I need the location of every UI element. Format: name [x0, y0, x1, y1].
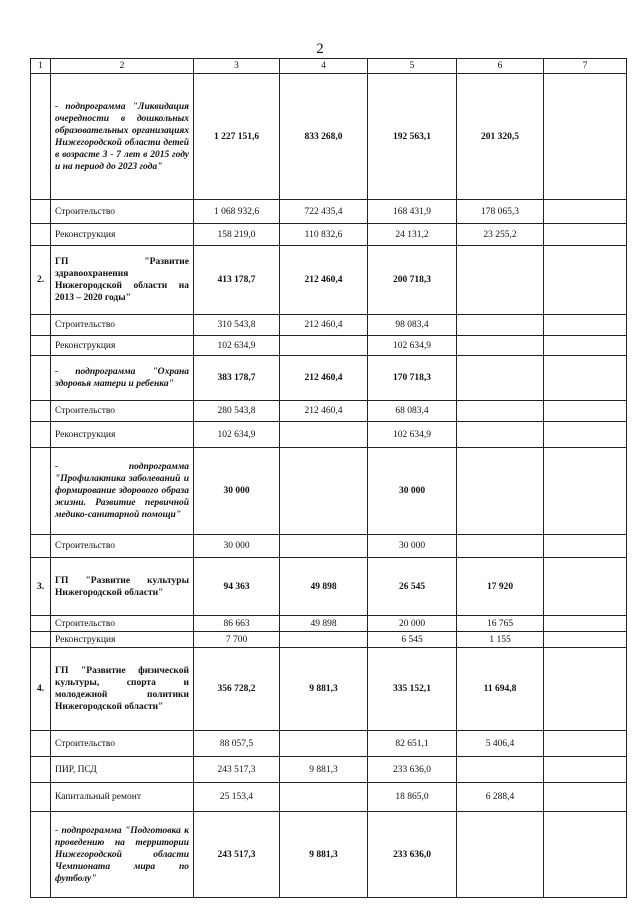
regional-cell: 18 865,0: [368, 783, 457, 812]
total-cell: 88 057,5: [194, 731, 280, 757]
col7-cell: [544, 224, 627, 246]
federal-cell: [280, 336, 368, 356]
col7-cell: [544, 558, 627, 616]
other-cell: 6 288,4: [457, 783, 544, 812]
total-cell: 243 517,3: [194, 757, 280, 783]
table-row: [31, 315, 627, 336]
row-number-cell: [31, 401, 51, 422]
row-name-cell: - подпрограмма "Подготовка к проведению на территории Нижегородской области Чемпионата мира по футболу": [51, 812, 194, 898]
row-number-cell: [31, 224, 51, 246]
row-number-cell: [31, 200, 51, 224]
total-cell: 30 000: [194, 448, 280, 535]
federal-cell: [280, 535, 368, 558]
total-cell: 158 219,0: [194, 224, 280, 246]
other-cell: 1 155: [457, 632, 544, 648]
col7-cell: [544, 401, 627, 422]
col7-cell: [544, 616, 627, 632]
federal-cell: 49 898: [280, 558, 368, 616]
row-name-cell: Капитальный ремонт: [51, 783, 194, 812]
col7-cell: [544, 200, 627, 224]
row-number-cell: [31, 535, 51, 558]
row-name-cell: ГП "Развитие культуры Нижегородской области": [51, 558, 194, 616]
column-header-6: 6: [457, 59, 544, 74]
federal-cell: 212 460,4: [280, 315, 368, 336]
row-number-cell: [31, 448, 51, 535]
total-cell: 86 663: [194, 616, 280, 632]
col7-cell: [544, 74, 627, 200]
row-number-cell: [31, 422, 51, 448]
regional-cell: 68 083,4: [368, 401, 457, 422]
row-number-cell: 2.: [31, 246, 51, 315]
other-cell: 11 694,8: [457, 648, 544, 731]
table-row: [31, 757, 627, 783]
row-name-cell: Реконструкция: [51, 224, 194, 246]
total-cell: 1 068 932,6: [194, 200, 280, 224]
federal-cell: [280, 422, 368, 448]
row-name-cell: ГП "Развитие физической культуры, спорта и молодежной политики Нижегородской области": [51, 648, 194, 731]
row-number-cell: [31, 731, 51, 757]
table-row: [31, 74, 627, 200]
col7-cell: [544, 632, 627, 648]
table-row: [31, 783, 627, 812]
column-header-1: 1: [31, 59, 51, 74]
col7-cell: [544, 422, 627, 448]
other-cell: [457, 448, 544, 535]
regional-cell: 26 545: [368, 558, 457, 616]
federal-cell: 49 898: [280, 616, 368, 632]
row-number-cell: [31, 783, 51, 812]
federal-cell: [280, 448, 368, 535]
regional-cell: 335 152,1: [368, 648, 457, 731]
other-cell: 5 406,4: [457, 731, 544, 757]
row-name-cell: - подпрограмма "Профилактика заболеваний и формирование здорового образа жизни. Развитие первичной медико-санитарной помощи": [51, 448, 194, 535]
table-row: [31, 401, 627, 422]
federal-cell: 722 435,4: [280, 200, 368, 224]
regional-cell: 102 634,9: [368, 336, 457, 356]
table-row: [31, 535, 627, 558]
total-cell: 356 728,2: [194, 648, 280, 731]
other-cell: [457, 246, 544, 315]
col7-cell: [544, 448, 627, 535]
other-cell: [457, 401, 544, 422]
federal-cell: 833 268,0: [280, 74, 368, 200]
column-header-3: 3: [194, 59, 280, 74]
row-name-cell: Строительство: [51, 616, 194, 632]
regional-cell: 192 563,1: [368, 74, 457, 200]
regional-cell: 102 634,9: [368, 422, 457, 448]
federal-cell: 212 460,4: [280, 401, 368, 422]
other-cell: [457, 812, 544, 898]
row-name-cell: - подпрограмма "Ликвидация очередности в дошкольных образовательных организациях Нижегородской области детей в возрасте 3 - 7 лет в 2015 году и на период до 2023 года": [51, 74, 194, 200]
row-name-cell: Реконструкция: [51, 632, 194, 648]
total-cell: 30 000: [194, 535, 280, 558]
table-row: [31, 200, 627, 224]
col7-cell: [544, 356, 627, 401]
budget-table: [30, 58, 627, 898]
row-number-cell: [31, 315, 51, 336]
federal-cell: 212 460,4: [280, 246, 368, 315]
total-cell: 1 227 151,6: [194, 74, 280, 200]
total-cell: 310 543,8: [194, 315, 280, 336]
regional-cell: 24 131,2: [368, 224, 457, 246]
col7-cell: [544, 757, 627, 783]
federal-cell: 9 881,3: [280, 812, 368, 898]
other-cell: [457, 356, 544, 401]
row-number-cell: 4.: [31, 648, 51, 731]
regional-cell: 170 718,3: [368, 356, 457, 401]
col7-cell: [544, 783, 627, 812]
total-cell: 280 543,8: [194, 401, 280, 422]
total-cell: 7 700: [194, 632, 280, 648]
total-cell: 413 178,7: [194, 246, 280, 315]
col7-cell: [544, 246, 627, 315]
col7-cell: [544, 535, 627, 558]
other-cell: [457, 336, 544, 356]
table-row: [31, 356, 627, 401]
row-number-cell: [31, 356, 51, 401]
other-cell: [457, 757, 544, 783]
table-row: [31, 448, 627, 535]
table-row: [31, 632, 627, 648]
federal-cell: 212 460,4: [280, 356, 368, 401]
regional-cell: 168 431,9: [368, 200, 457, 224]
regional-cell: 20 000: [368, 616, 457, 632]
row-number-cell: [31, 616, 51, 632]
col7-cell: [544, 315, 627, 336]
column-header-4: 4: [280, 59, 368, 74]
table-row: [31, 812, 627, 898]
total-cell: 383 178,7: [194, 356, 280, 401]
other-cell: 178 065,3: [457, 200, 544, 224]
regional-cell: 98 083,4: [368, 315, 457, 336]
total-cell: 102 634,9: [194, 336, 280, 356]
row-name-cell: ГП "Развитие здравоохранения Нижегородской области на 2013 – 2020 годы": [51, 246, 194, 315]
row-name-cell: ПИР, ПСД: [51, 757, 194, 783]
row-number-cell: [31, 74, 51, 200]
row-name-cell: Строительство: [51, 535, 194, 558]
other-cell: [457, 315, 544, 336]
column-header-5: 5: [368, 59, 457, 74]
federal-cell: [280, 632, 368, 648]
column-header-7: 7: [544, 59, 627, 74]
col7-cell: [544, 812, 627, 898]
other-cell: [457, 422, 544, 448]
row-number-cell: 3.: [31, 558, 51, 616]
regional-cell: 6 545: [368, 632, 457, 648]
row-name-cell: Строительство: [51, 315, 194, 336]
federal-cell: 9 881,3: [280, 757, 368, 783]
table-row: [31, 616, 627, 632]
column-header-2: 2: [51, 59, 194, 74]
regional-cell: 200 718,3: [368, 246, 457, 315]
federal-cell: 110 832,6: [280, 224, 368, 246]
table-row: [31, 246, 627, 315]
total-cell: 243 517,3: [194, 812, 280, 898]
table-row: [31, 558, 627, 616]
row-name-cell: Реконструкция: [51, 422, 194, 448]
row-number-cell: [31, 812, 51, 898]
total-cell: 25 153,4: [194, 783, 280, 812]
federal-cell: 9 881,3: [280, 648, 368, 731]
other-cell: 23 255,2: [457, 224, 544, 246]
regional-cell: 82 651,1: [368, 731, 457, 757]
col7-cell: [544, 731, 627, 757]
other-cell: [457, 535, 544, 558]
table-row: [31, 648, 627, 731]
table-row: [31, 731, 627, 757]
col7-cell: [544, 336, 627, 356]
table-header-row: [31, 59, 627, 74]
other-cell: 17 920: [457, 558, 544, 616]
federal-cell: [280, 783, 368, 812]
row-name-cell: Строительство: [51, 401, 194, 422]
regional-cell: 233 636,0: [368, 812, 457, 898]
table-row: [31, 336, 627, 356]
regional-cell: 233 636,0: [368, 757, 457, 783]
table-row: [31, 224, 627, 246]
other-cell: 201 320,5: [457, 74, 544, 200]
regional-cell: 30 000: [368, 448, 457, 535]
row-number-cell: [31, 757, 51, 783]
row-name-cell: - подпрограмма "Охрана здоровья матери и ребенка": [51, 356, 194, 401]
col7-cell: [544, 648, 627, 731]
row-name-cell: Строительство: [51, 731, 194, 757]
page-number: 2: [316, 41, 324, 57]
federal-cell: [280, 731, 368, 757]
total-cell: 94 363: [194, 558, 280, 616]
total-cell: 102 634,9: [194, 422, 280, 448]
regional-cell: 30 000: [368, 535, 457, 558]
row-number-cell: [31, 632, 51, 648]
row-name-cell: Строительство: [51, 200, 194, 224]
row-name-cell: Реконструкция: [51, 336, 194, 356]
table-row: [31, 422, 627, 448]
row-number-cell: [31, 336, 51, 356]
other-cell: 16 765: [457, 616, 544, 632]
